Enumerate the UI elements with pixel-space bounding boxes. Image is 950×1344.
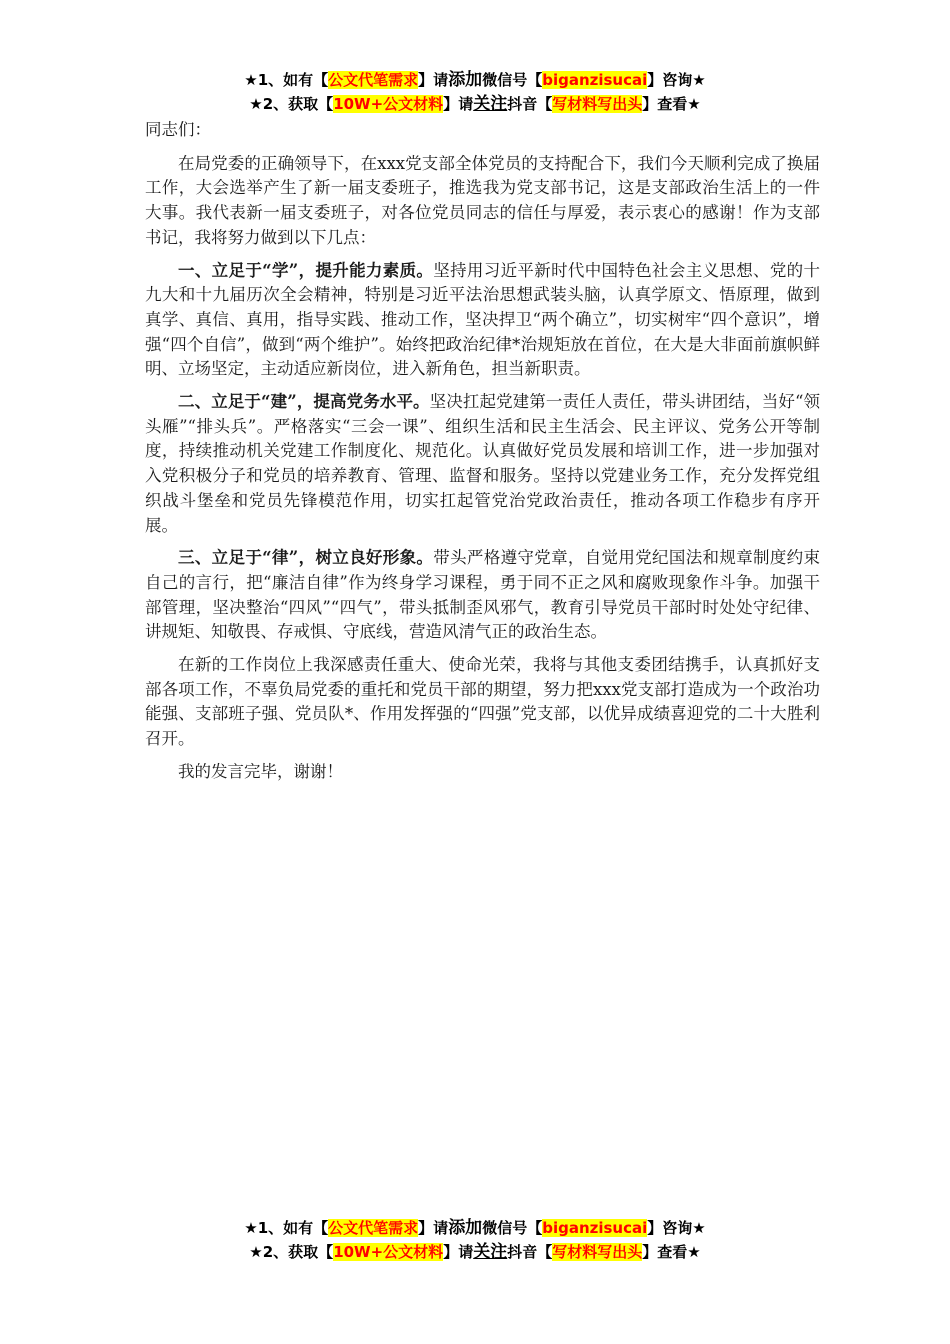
- banner-line-1: [0, 1216, 950, 1240]
- banner-text: 微信号【: [482, 71, 543, 89]
- footer-banner: [0, 1216, 950, 1264]
- point-paragraph: [145, 390, 820, 538]
- banner-text: ★1、如有【: [244, 1219, 329, 1237]
- highlight-service: 公文代笔需求: [328, 1219, 419, 1237]
- banner-text: 】咨询★: [647, 71, 706, 89]
- banner-line-1: [0, 68, 950, 92]
- highlight-douyin-account: 写材料写出头: [552, 95, 643, 113]
- emphasis-add: 添加: [448, 70, 483, 90]
- emphasis-add: 添加: [448, 1218, 483, 1238]
- point-body: 坚决扛起党建第一责任人责任，带头讲团结，当好“领头雁”“排头兵”。严格落实“三会一课”、组织生活和民主生活会、民主评议、党务公开等制度，持续推动机关党建工作制度化、规范化。认真做好党员发展和培训工作，进一步加强对入党积极分子和党员的培养教育、管理、监督和服务。坚持以党建业务工作，充分发挥党组织战斗堡垒和党员先锋模范作用，切实扛起管党治党政治责任，推动各项工作稳步有序开展。: [145, 392, 820, 535]
- banner-text: ★2、获取【: [249, 1243, 334, 1261]
- salutation: 同志们：: [145, 120, 211, 139]
- banner-line-2: [0, 92, 950, 116]
- highlight-service: 公文代笔需求: [328, 71, 419, 89]
- banner-text: 】请: [418, 1219, 449, 1237]
- point-body: 带头严格遵守党章，自觉用党纪国法和规章制度约束自己的言行，把“廉洁自律”作为终身学习课程，勇于同不正之风和腐败现象作斗争。加强干部管理，坚决整治“四风”“四气”，带头抵制歪风邪气，教育引导党员干部时时处处守纪律、讲规矩、知敬畏、存戒惧、守底线，营造风清气正的政治生态。: [145, 548, 821, 642]
- highlight-materials: 10W+公文材料: [333, 95, 444, 113]
- point-body: 坚持用习近平新时代中国特色社会主义思想、党的十九大和十九届历次全会精神，特别是习近平法治思想武装头脑，认真学原文、悟原理，做到真学、真信、真用，指导实践、推动工作，坚决捍卫“两个确立”，切实树牢“四个意识”，增强“四个自信”，做到“两个维护”。始终把政治纪律*治规矩放在首位，在大是大非面前旗帜鲜明、立场坚定，主动适应新岗位，进入新角色，担当新职责。: [145, 260, 821, 379]
- closing-remark: 我的发言完毕，谢谢！: [178, 761, 343, 781]
- banner-text: 】请: [443, 1243, 474, 1261]
- emphasis-follow: 关注: [473, 94, 508, 114]
- banner-text: ★2、获取【: [249, 95, 334, 113]
- point-heading: 一、立足于“学”，提升能力素质。: [178, 260, 434, 280]
- point-paragraph: [145, 259, 820, 383]
- speech-body: [145, 118, 820, 793]
- highlight-wechat-id: biganzisucai: [542, 71, 648, 89]
- banner-line-2: [0, 1240, 950, 1264]
- highlight-douyin-account: 写材料写出头: [552, 1243, 643, 1261]
- banner-text: ★1、如有【: [244, 71, 329, 89]
- highlight-materials: 10W+公文材料: [333, 1243, 444, 1261]
- banner-text: 】查看★: [642, 1243, 701, 1261]
- point-heading: 二、立足于“建”，提高党务水平。: [178, 392, 430, 412]
- intro-paragraph: 在局党委的正确领导下，在xxx党支部全体党员的支持配合下，我们今天顺利完成了换届工作，大会选举产生了新一届支委班子，推选我为党支部书记，这是支部政治生活上的一件大事。我代表新一届支委班子，对各位党员同志的信任与厚爱，表示衷心的感谢！作为支部书记，我将努力做到以下几点：: [145, 153, 820, 247]
- banner-text: 】咨询★: [647, 1219, 706, 1237]
- banner-text: 微信号【: [482, 1219, 543, 1237]
- banner-text: 抖音【: [507, 1243, 553, 1261]
- banner-text: 】请: [418, 71, 449, 89]
- highlight-wechat-id: biganzisucai: [542, 1219, 648, 1237]
- emphasis-follow: 关注: [473, 1242, 508, 1262]
- closing-paragraph: 在新的工作岗位上我深感责任重大、使命光荣，我将与其他支委团结携手，认真抓好支部各项工作，不辜负局党委的重托和党员干部的期望，努力把xxx党支部打造成为一个政治功能强、支部班子强、党员队*、作用发挥强的“四强”党支部，以优异成绩喜迎党的二十大胜利召开。: [145, 655, 820, 749]
- banner-text: 抖音【: [507, 95, 553, 113]
- point-heading: 三、立足于“律”，树立良好形象。: [178, 548, 434, 568]
- header-banner: [0, 68, 950, 116]
- banner-text: 】查看★: [642, 95, 701, 113]
- banner-text: 】请: [443, 95, 474, 113]
- point-paragraph: [145, 546, 820, 645]
